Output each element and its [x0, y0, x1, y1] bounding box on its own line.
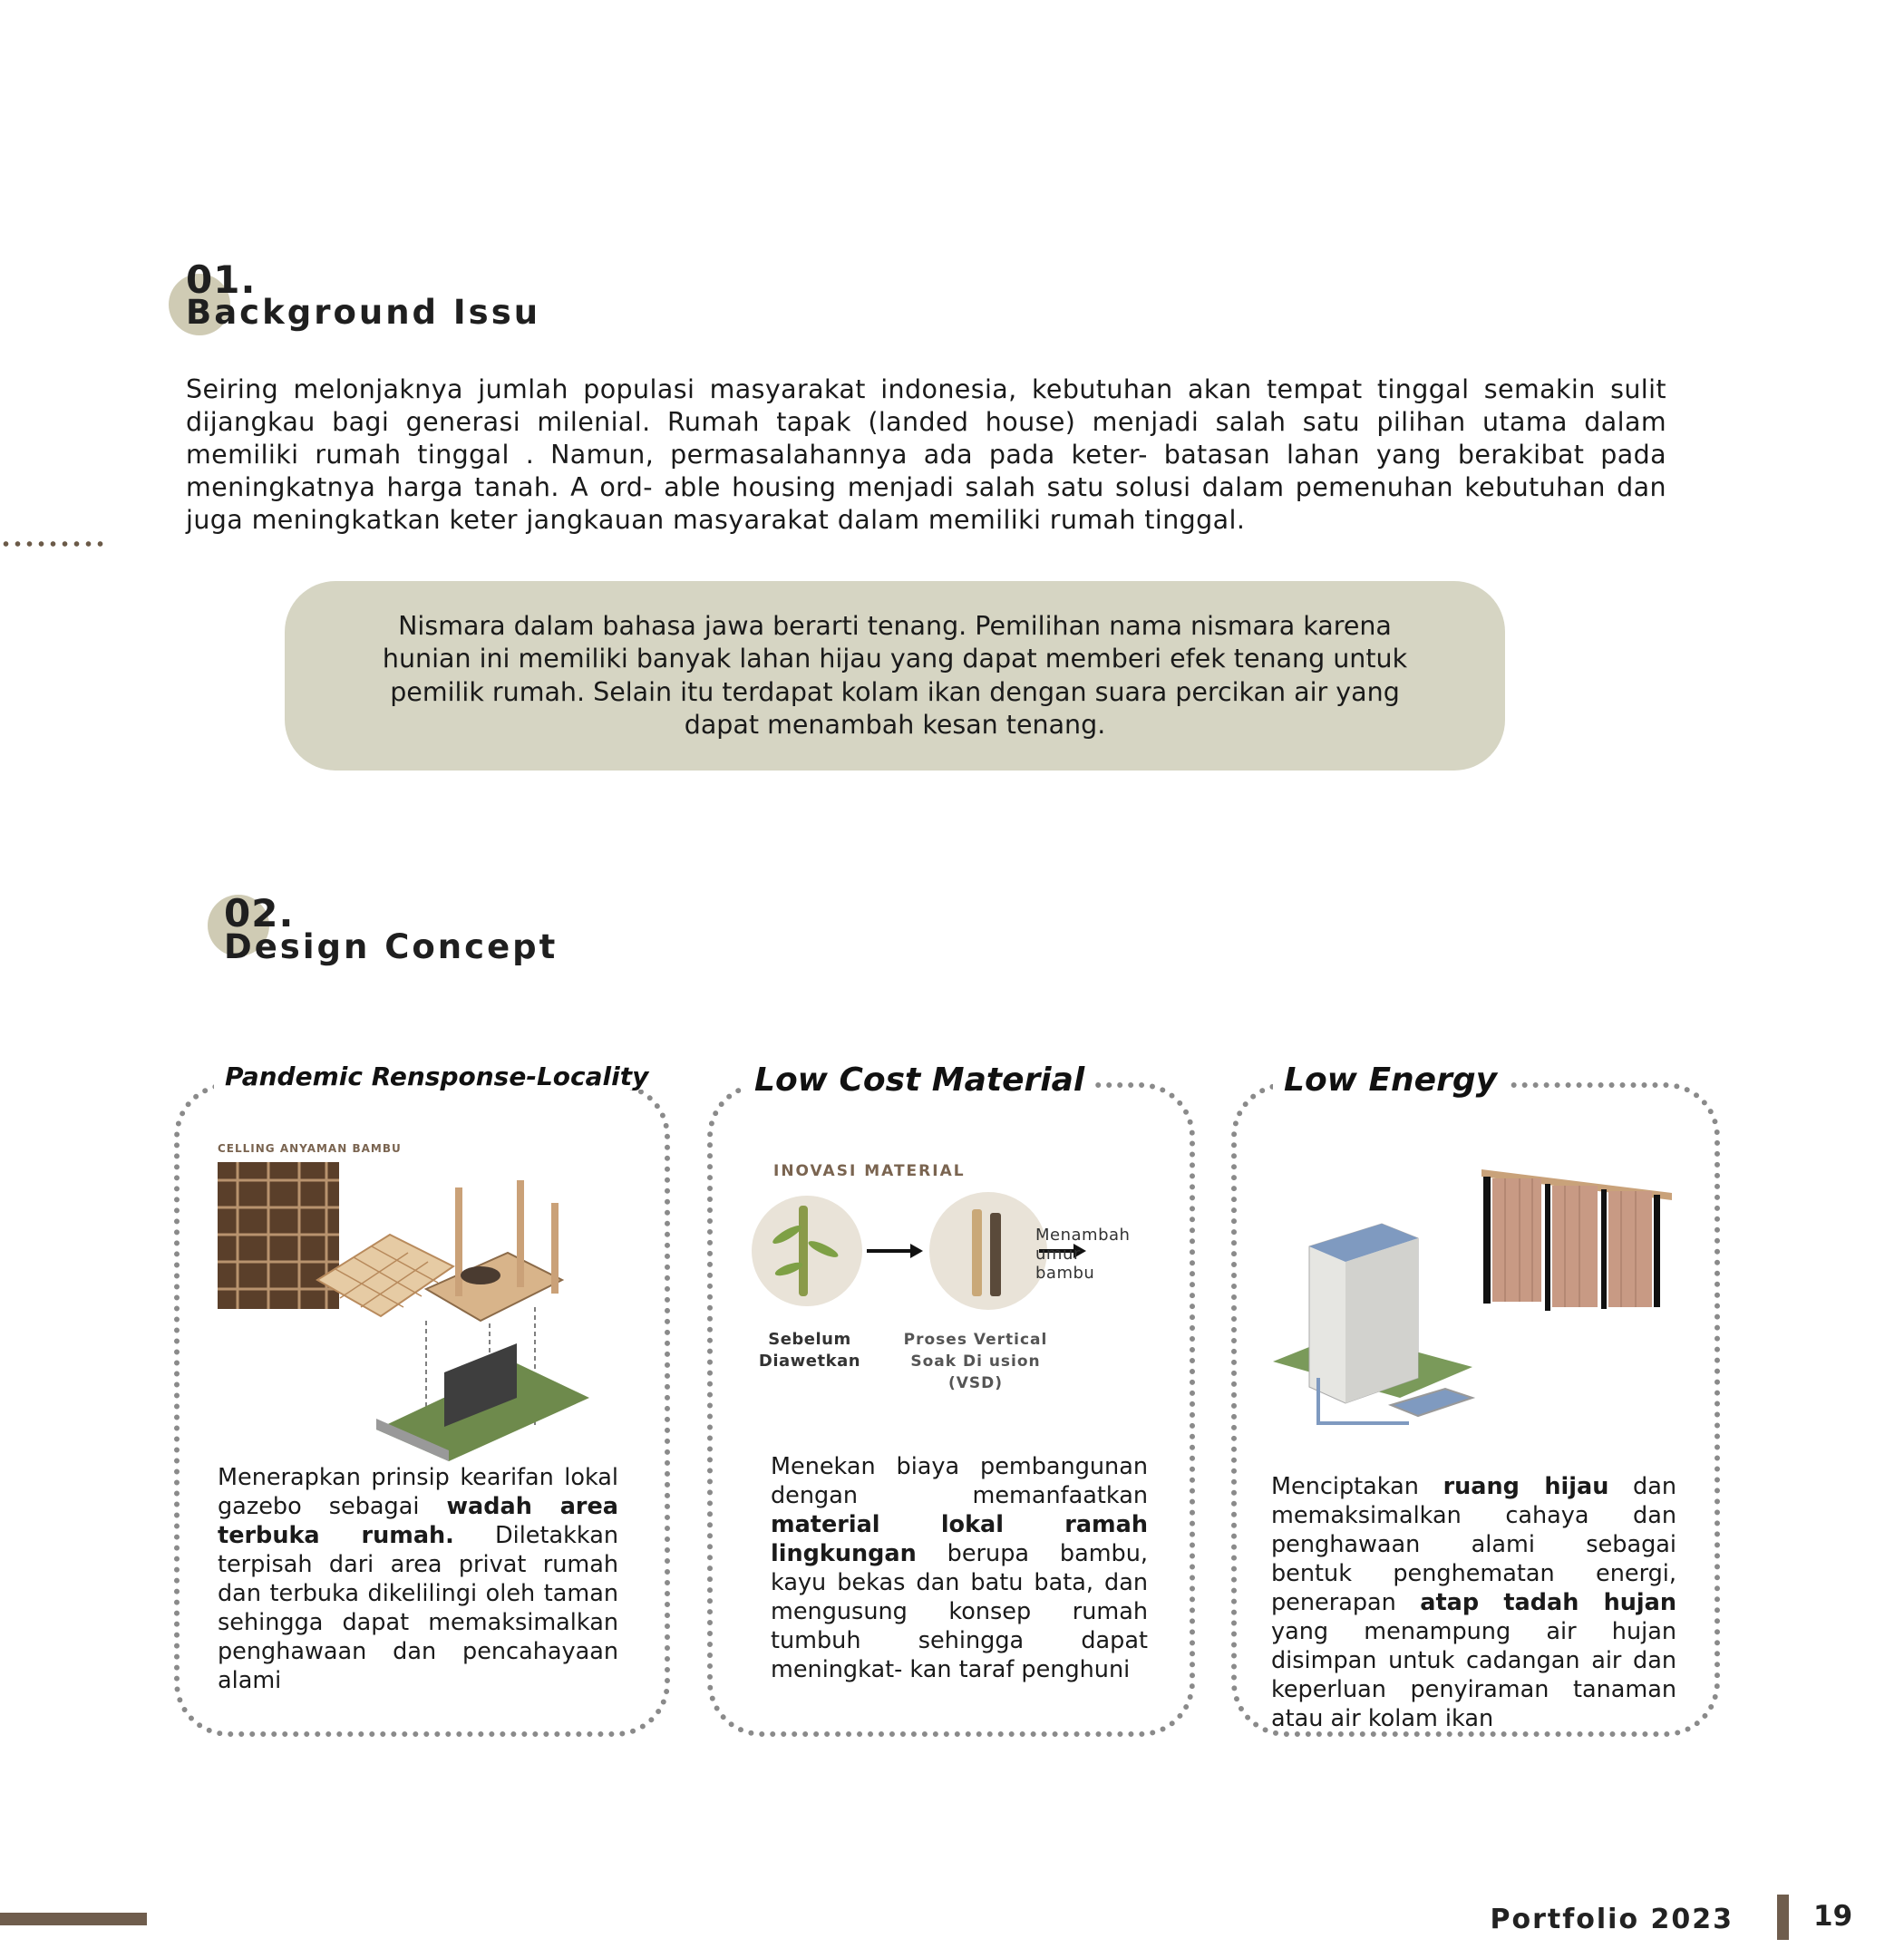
footer-accent-bar — [0, 1913, 147, 1925]
low-energy-illustration — [1273, 1160, 1690, 1441]
card-1-text: Menerapkan prinsip kearifan lokal gazebo sebagai wadah area terbuka rumah. Diletakkan terpisah dari area privat rumah dan terbuka dikelilingi oleh taman sehingga dapat memaksimalkan penghawaan dan pencahayaan alami — [218, 1464, 619, 1694]
card-3-title: Low Energy — [1273, 1064, 1508, 1097]
decorative-dots — [0, 540, 107, 548]
inovasi-material-label: INOVASI MATERIAL — [773, 1162, 966, 1180]
label-process: Proses Vertical Soak Di usion (VSD) — [903, 1331, 1048, 1392]
footer-portfolio-label: Portfolio 2023 — [1490, 1904, 1734, 1935]
gazebo-illustration — [218, 1162, 598, 1461]
label-before: Sebelum Diawetkan — [758, 1330, 861, 1371]
quote-text: Nismara dalam bahasa jawa berarti tenang. Pemilihan nama nismara karena hunian ini memiliki banyak lahan hijau yang dapat memberi efek tenang untuk pemilik rumah. Selain itu terdapat kolam ikan dengan suara percikan air yang dapat menambah kesan tenang. — [382, 610, 1408, 740]
card-2-text: Menekan biaya pembangunan dengan memanfaatkan material lokal ramah lingkungan berupa bambu, kayu bekas dan batu bata, dan mengusung konsep rumah tumbuh sehingga dapat meningkat- kan taraf penghuni — [771, 1453, 1148, 1683]
card-pandemic-response — [174, 1061, 670, 1737]
card-2-title: Low Cost Material — [743, 1064, 1095, 1097]
card-3-text: Menciptakan ruang hijau dan memaksimalkan cahaya dan penghawaan alami sebagai bentuk penghematan energi, penerapan atap tadah hujan yang menampung air hujan disimpan untuk cadangan air dan keperluan penyiraman tanaman atau air kolam ikan — [1271, 1473, 1677, 1732]
card-1-title: Pandemic Rensponse-Locality — [214, 1064, 659, 1090]
section-2-title: Design Concept — [224, 927, 559, 966]
section-1-number: 01. — [186, 257, 257, 302]
card-low-energy — [1231, 1061, 1720, 1737]
page-number: 19 — [1813, 1900, 1853, 1933]
quote-box — [285, 581, 1505, 771]
ceiling-label: CELLING ANYAMAN BAMBU — [218, 1142, 402, 1155]
arrow-icon — [910, 1244, 923, 1258]
background-paragraph: Seiring melonjaknya jumlah populasi masyarakat indonesia, kebutuhan akan tempat tinggal semakin sulit dijangkau bagi generasi milenial. Rumah tapak (landed house) menjadi salah satu pilihan utama dalam memiliki rumah tinggal . Namun, permasalahannya ada pada keter- batasan lahan yang berakibat pada meningkatnya harga tanah. A ord- able housing menjadi salah satu solusi dalam pemenuhan kebutuhan dan juga meningkatkan keter jangkauan masyarakat dalam memiliki rumah tinggal. — [186, 374, 1666, 535]
section-1-title: Background Issu — [186, 293, 541, 332]
footer-separator — [1777, 1895, 1789, 1940]
section-2-number: 02. — [224, 891, 295, 935]
label-after: Menambah umur bambu — [1035, 1226, 1131, 1283]
card-low-cost-material — [707, 1061, 1195, 1737]
treated-bamboo-circle — [929, 1192, 1047, 1310]
